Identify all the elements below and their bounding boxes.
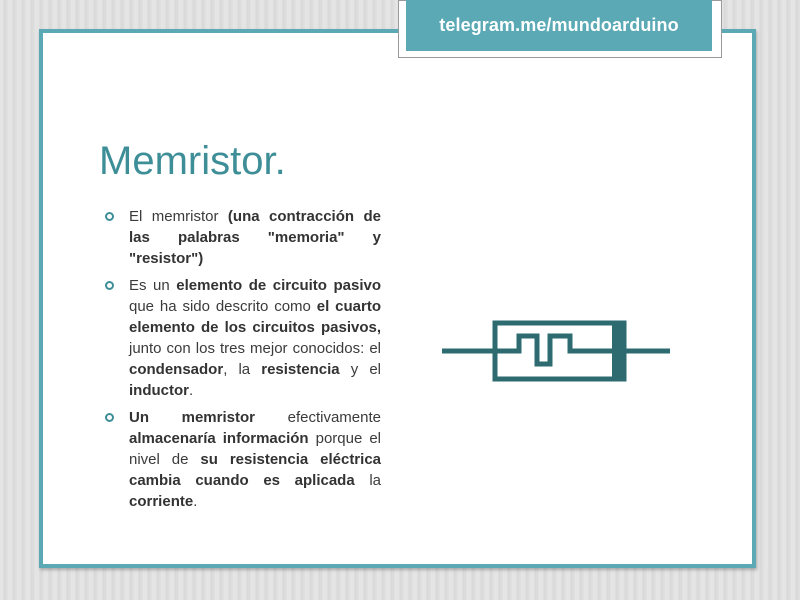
text-segment: . bbox=[189, 382, 194, 399]
bullet-item bbox=[105, 275, 381, 401]
memristor-polarity-band bbox=[612, 323, 624, 379]
text-segment: junto con los tres mejor conocidos: el bbox=[129, 340, 381, 357]
memristor-symbol-icon bbox=[440, 320, 672, 384]
bold-text-segment: condensador bbox=[129, 361, 224, 378]
text-segment: El memristor bbox=[129, 208, 228, 225]
text-segment: porque el nivel de bbox=[129, 430, 382, 468]
text-segment: , la bbox=[223, 361, 262, 378]
bullet-text bbox=[129, 409, 381, 510]
text-segment: que ha sido descrito como bbox=[129, 298, 317, 315]
bold-text-segment: almacenaría información bbox=[129, 430, 309, 447]
bullet-text bbox=[129, 277, 381, 399]
bullet-ring-icon bbox=[105, 413, 114, 422]
bold-text-segment: inductor bbox=[129, 382, 189, 399]
bullet-ring-icon bbox=[105, 281, 114, 290]
bullet-item bbox=[105, 407, 381, 512]
text-segment: Es un bbox=[129, 277, 177, 294]
bold-text-segment: su resistencia eléctrica cambia cuando es aplicada bbox=[129, 451, 382, 489]
bold-text-segment: el cuarto elemento de los circuitos pasivos, bbox=[129, 298, 381, 336]
bullet-list bbox=[105, 206, 381, 518]
text-segment: efectivamente bbox=[254, 409, 381, 426]
slide-title: Memristor. bbox=[99, 139, 286, 183]
bullet-text bbox=[129, 208, 381, 267]
text-segment: y el bbox=[339, 361, 381, 378]
bullet-item bbox=[105, 206, 381, 269]
text-segment: la bbox=[354, 472, 382, 489]
bold-text-segment: corriente bbox=[129, 493, 194, 510]
bold-text-segment: elemento de circuito pasivo bbox=[176, 277, 381, 294]
source-badge: telegram.me/mundoarduino bbox=[406, 0, 712, 51]
bold-text-segment: (una contracción de las palabras "memoria" y "resistor") bbox=[129, 208, 381, 267]
bullet-ring-icon bbox=[105, 212, 114, 221]
bold-text-segment: Un memristor bbox=[129, 409, 255, 426]
bold-text-segment: resistencia bbox=[261, 361, 340, 378]
memristor-zigzag bbox=[497, 336, 612, 364]
text-segment: . bbox=[193, 493, 198, 510]
